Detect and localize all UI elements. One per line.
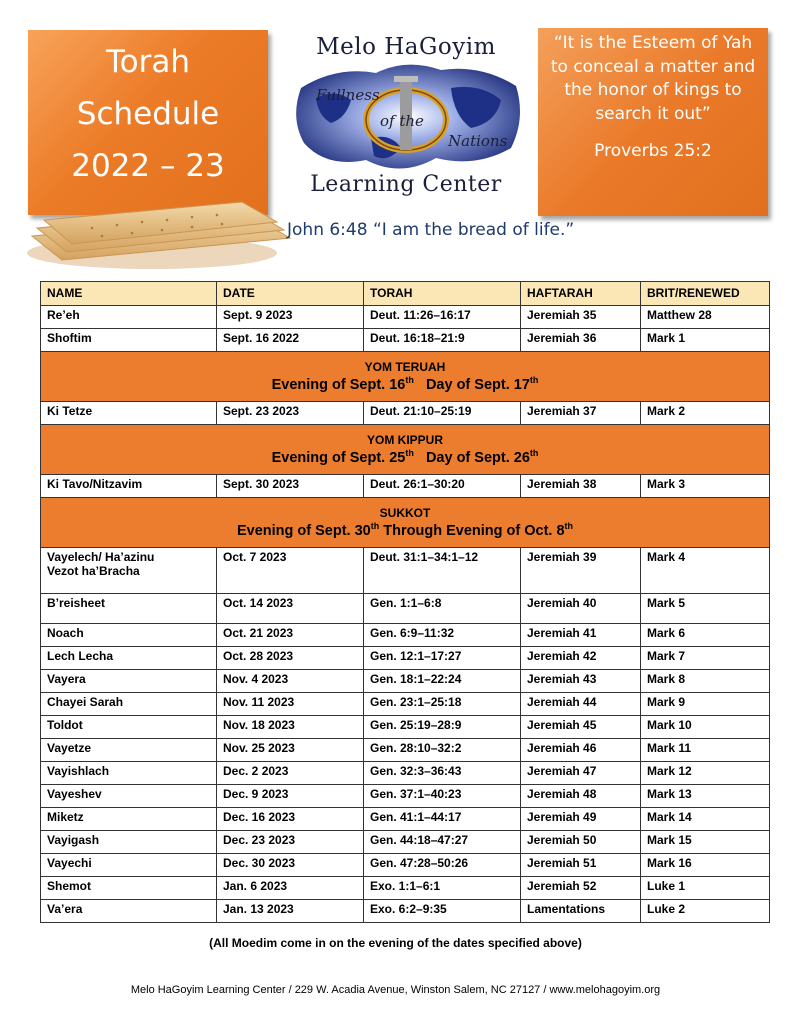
- holiday-dates: Evening of Sept. 25th Day of Sept. 26th: [271, 448, 539, 466]
- table-row: [41, 670, 770, 693]
- cell-date: Sept. 9 2023: [217, 306, 364, 329]
- cell-name: Vayelech/ Ha’azinu Vezot ha’Bracha: [41, 548, 217, 594]
- cell-date: Oct. 21 2023: [217, 624, 364, 647]
- cell-torah: Gen. 41:1–44:17: [364, 808, 521, 831]
- cell-torah: Gen. 47:28–50:26: [364, 854, 521, 877]
- cell-brit: Mark 5: [641, 594, 770, 624]
- cell-haftarah: Jeremiah 42: [521, 647, 641, 670]
- cell-name: Shoftim: [41, 329, 217, 352]
- table-row: [41, 785, 770, 808]
- title-line-3: 2022 – 23: [71, 148, 225, 184]
- table-row: [41, 594, 770, 624]
- cell-torah: Exo. 6:2–9:35: [364, 900, 521, 923]
- cell-date: Dec. 16 2023: [217, 808, 364, 831]
- cell-brit: Mark 10: [641, 716, 770, 739]
- cell-torah: Deut. 26:1–30:20: [364, 475, 521, 498]
- quote-text: “It is the Esteem of Yah to conceal a matter and the honor of kings to search it out”: [550, 33, 756, 124]
- cell-haftarah: Jeremiah 49: [521, 808, 641, 831]
- table-row: [41, 475, 770, 498]
- holiday-dates: Evening of Sept. 30th Through Evening of Oct. 8th: [236, 521, 574, 539]
- logo-nations: Nations: [448, 132, 508, 150]
- cell-date: Dec. 23 2023: [217, 831, 364, 854]
- cell-torah: Deut. 11:26–16:17: [364, 306, 521, 329]
- cell-brit: Mark 12: [641, 762, 770, 785]
- moedim-note: (All Moedim come in on the evening of the dates specified above): [209, 936, 582, 950]
- cell-haftarah: Jeremiah 39: [521, 548, 641, 594]
- torah-schedule-table: [40, 281, 770, 923]
- cell-torah: Gen. 1:1–6:8: [364, 594, 521, 624]
- cell-name: B’reisheet: [41, 594, 217, 624]
- header-brit: BRIT/RENEWED: [641, 282, 770, 306]
- cell-date: Jan. 13 2023: [217, 900, 364, 923]
- cell-torah: Exo. 1:1–6:1: [364, 877, 521, 900]
- cell-date: Jan. 6 2023: [217, 877, 364, 900]
- table-row: [41, 402, 770, 425]
- cell-date: Sept. 30 2023: [217, 475, 364, 498]
- logo-of-the: of the: [380, 112, 424, 130]
- cell-date: Nov. 25 2023: [217, 739, 364, 762]
- cell-brit: Mark 16: [641, 854, 770, 877]
- cell-haftarah: Jeremiah 43: [521, 670, 641, 693]
- cell-name: Vayetze: [41, 739, 217, 762]
- cell-brit: Mark 2: [641, 402, 770, 425]
- cell-haftarah: Lamentations: [521, 900, 641, 923]
- holiday-row-yom-kippur: [41, 425, 770, 475]
- cell-torah: Gen. 23:1–25:18: [364, 693, 521, 716]
- cell-date: Nov. 11 2023: [217, 693, 364, 716]
- matzah-bread-image: [22, 198, 292, 273]
- cell-name: Vayera: [41, 670, 217, 693]
- cell-torah: Gen. 44:18–47:27: [364, 831, 521, 854]
- cell-brit: Mark 15: [641, 831, 770, 854]
- table-row: [41, 739, 770, 762]
- holiday-name: SUKKOT: [379, 506, 431, 521]
- cell-haftarah: Jeremiah 36: [521, 329, 641, 352]
- holiday-name: YOM TERUAH: [364, 360, 446, 375]
- table-row: [41, 877, 770, 900]
- cell-brit: Mark 6: [641, 624, 770, 647]
- title-box: [28, 30, 268, 215]
- cell-brit: Luke 2: [641, 900, 770, 923]
- cell-brit: Mark 3: [641, 475, 770, 498]
- footer-address: Melo HaGoyim Learning Center / 229 W. Acadia Avenue, Winston Salem, NC 27127 / www.melohagoyim.org: [130, 984, 661, 996]
- header-date: DATE: [217, 282, 364, 306]
- cell-haftarah: Jeremiah 38: [521, 475, 641, 498]
- cell-name: Vayeshev: [41, 785, 217, 808]
- cell-torah: Gen. 37:1–40:23: [364, 785, 521, 808]
- holiday-row-yom-teruah: [41, 352, 770, 402]
- cell-name: Re’eh: [41, 306, 217, 329]
- cell-torah: Gen. 32:3–36:43: [364, 762, 521, 785]
- cell-haftarah: Jeremiah 47: [521, 762, 641, 785]
- logo-fullness: Fullness: [316, 86, 380, 104]
- cell-brit: Mark 7: [641, 647, 770, 670]
- table-row: [41, 716, 770, 739]
- cell-date: Oct. 7 2023: [217, 548, 364, 594]
- table-row: [41, 306, 770, 329]
- cell-haftarah: Jeremiah 50: [521, 831, 641, 854]
- cell-name: Toldot: [41, 716, 217, 739]
- cell-date: Dec. 2 2023: [217, 762, 364, 785]
- table-row: [41, 831, 770, 854]
- cell-name: Va’era: [41, 900, 217, 923]
- holiday-dates: Evening of Sept. 16th Day of Sept. 17th: [271, 375, 539, 393]
- cell-name: Vayechi: [41, 854, 217, 877]
- cell-name: Ki Tavo/Nitzavim: [41, 475, 217, 498]
- cell-brit: Mark 4: [641, 548, 770, 594]
- cell-brit: Mark 8: [641, 670, 770, 693]
- header-haftarah: HAFTARAH: [521, 282, 641, 306]
- cell-name: Vayishlach: [41, 762, 217, 785]
- cell-haftarah: Jeremiah 52: [521, 877, 641, 900]
- cell-haftarah: Jeremiah 40: [521, 594, 641, 624]
- cell-name: Chayei Sarah: [41, 693, 217, 716]
- cell-torah: Deut. 21:10–25:19: [364, 402, 521, 425]
- cell-haftarah: Jeremiah 44: [521, 693, 641, 716]
- table-row: [41, 693, 770, 716]
- cell-date: Sept. 23 2023: [217, 402, 364, 425]
- cell-brit: Luke 1: [641, 877, 770, 900]
- table-row: [41, 647, 770, 670]
- bread-of-life-verse: John 6:48 “I am the bread of life.”: [287, 220, 575, 240]
- quote-reference: Proverbs 25:2: [594, 141, 712, 161]
- cell-date: Dec. 30 2023: [217, 854, 364, 877]
- title-line-2: Schedule: [76, 96, 220, 132]
- cell-name: Ki Tetze: [41, 402, 217, 425]
- cell-name: Shemot: [41, 877, 217, 900]
- cell-date: Nov. 18 2023: [217, 716, 364, 739]
- quote-box: [538, 28, 768, 216]
- cell-brit: Mark 14: [641, 808, 770, 831]
- title-line-1: Torah: [105, 44, 191, 80]
- cell-torah: Gen. 25:19–28:9: [364, 716, 521, 739]
- cell-name: Lech Lecha: [41, 647, 217, 670]
- cell-haftarah: Jeremiah 41: [521, 624, 641, 647]
- cell-date: Oct. 28 2023: [217, 647, 364, 670]
- cell-haftarah: Jeremiah 48: [521, 785, 641, 808]
- holiday-row-sukkot: [41, 498, 770, 548]
- table-row: [41, 624, 770, 647]
- table-row: [41, 329, 770, 352]
- cell-haftarah: Jeremiah 46: [521, 739, 641, 762]
- cell-name: Vayigash: [41, 831, 217, 854]
- cell-torah: Gen. 12:1–17:27: [364, 647, 521, 670]
- cell-brit: Mark 9: [641, 693, 770, 716]
- cell-haftarah: Jeremiah 37: [521, 402, 641, 425]
- cell-haftarah: Jeremiah 45: [521, 716, 641, 739]
- learning-center-logo: [276, 28, 536, 200]
- table-row: [41, 808, 770, 831]
- cell-date: Oct. 14 2023: [217, 594, 364, 624]
- cell-haftarah: Jeremiah 35: [521, 306, 641, 329]
- cell-haftarah: Jeremiah 51: [521, 854, 641, 877]
- cell-date: Nov. 4 2023: [217, 670, 364, 693]
- table-row: [41, 548, 770, 594]
- cell-torah: Gen. 28:10–32:2: [364, 739, 521, 762]
- cell-torah: Gen. 6:9–11:32: [364, 624, 521, 647]
- cell-date: Sept. 16 2022: [217, 329, 364, 352]
- table-row: [41, 854, 770, 877]
- cell-brit: Mark 11: [641, 739, 770, 762]
- cell-torah: Gen. 18:1–22:24: [364, 670, 521, 693]
- cell-name: Miketz: [41, 808, 217, 831]
- table-row: [41, 762, 770, 785]
- cell-brit: Matthew 28: [641, 306, 770, 329]
- cell-date: Dec. 9 2023: [217, 785, 364, 808]
- cell-torah: Deut. 16:18–21:9: [364, 329, 521, 352]
- cell-name: Noach: [41, 624, 217, 647]
- cell-torah: Deut. 31:1–34:1–12: [364, 548, 521, 594]
- cell-brit: Mark 1: [641, 329, 770, 352]
- table-row: [41, 900, 770, 923]
- logo-subtitle: Learning Center: [310, 172, 502, 197]
- header-torah: TORAH: [364, 282, 521, 306]
- holiday-name: YOM KIPPUR: [366, 433, 443, 448]
- logo-title: Melo HaGoyim: [316, 34, 496, 60]
- cell-brit: Mark 13: [641, 785, 770, 808]
- header-name: NAME: [41, 282, 217, 306]
- table-header-row: [41, 282, 770, 306]
